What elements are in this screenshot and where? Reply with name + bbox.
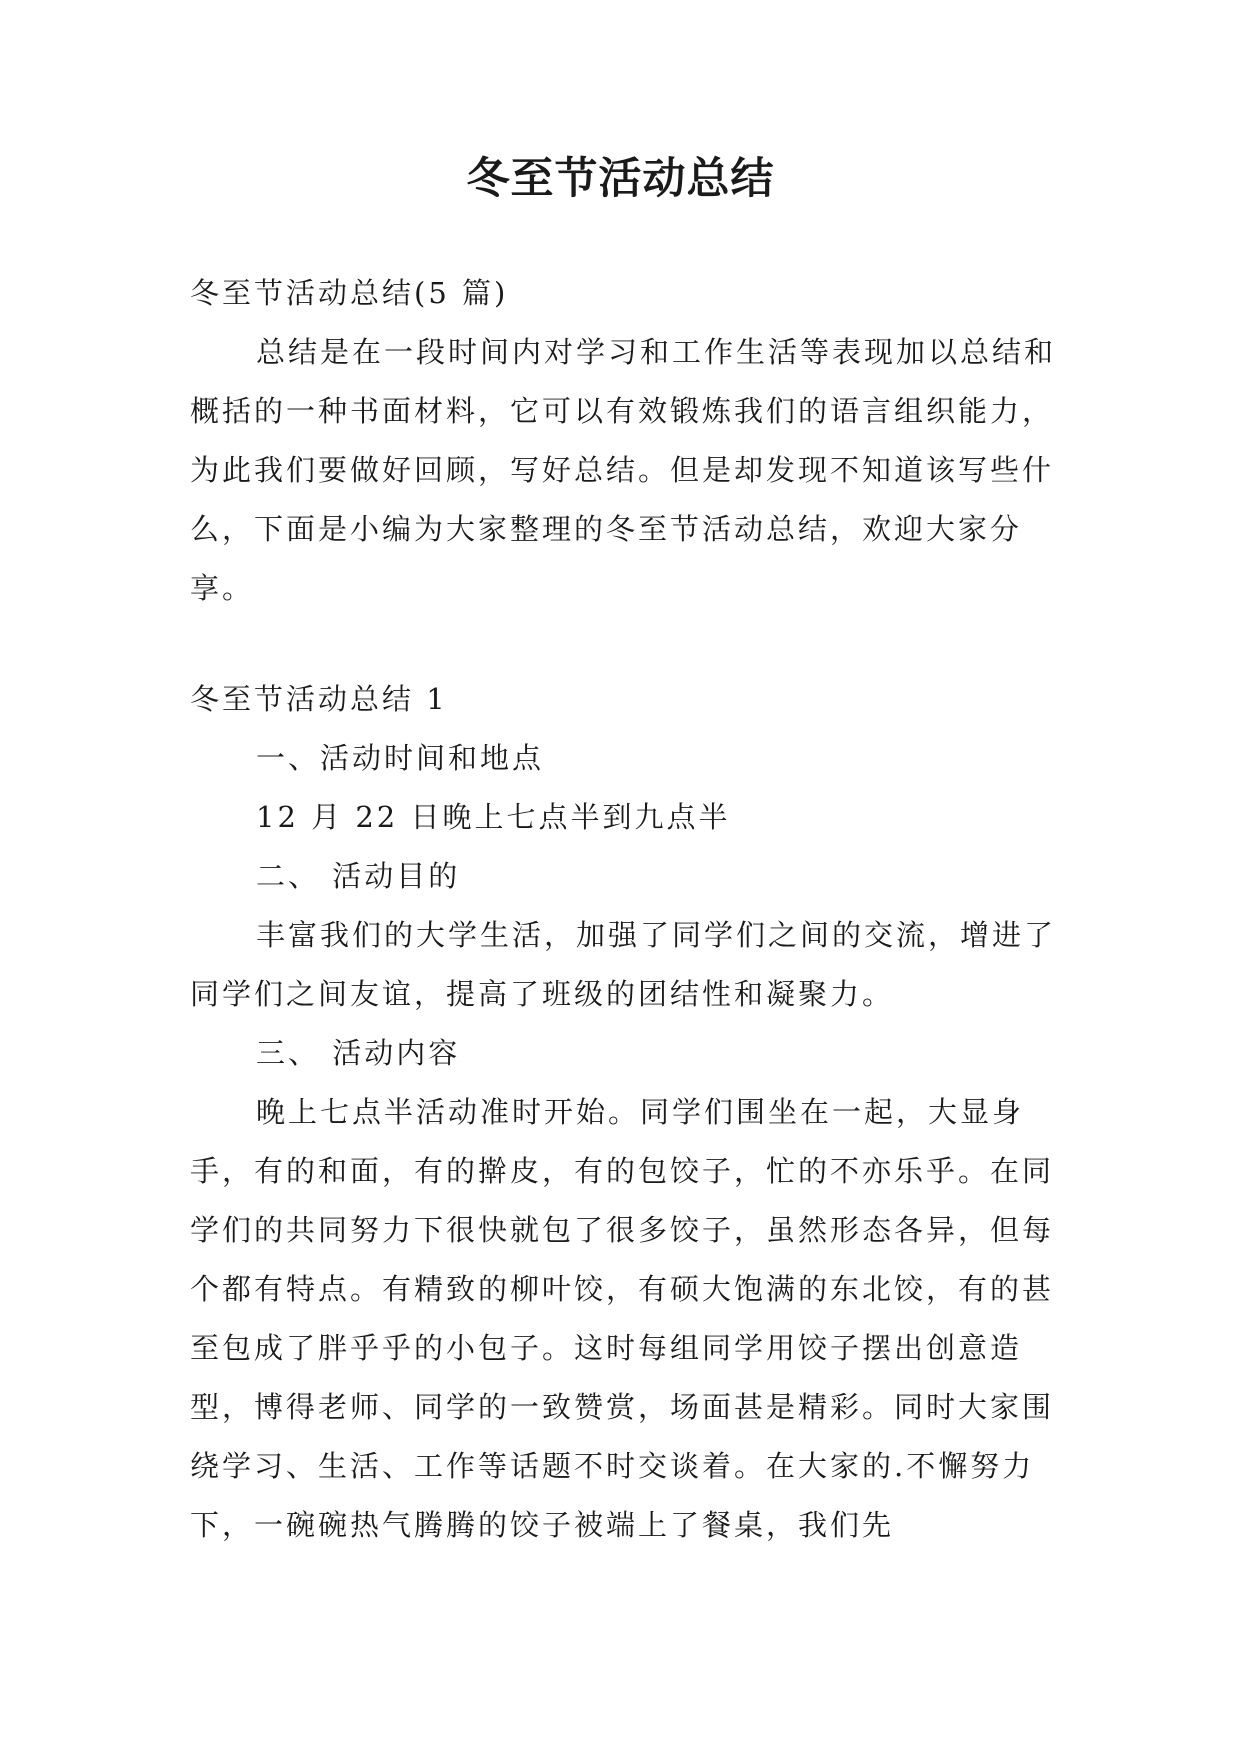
document-title: 冬至节活动总结 — [466, 154, 775, 204]
section-heading: 冬至节活动总结 1 — [190, 682, 448, 716]
item-heading-time-place: 一、活动时间和地点 — [256, 741, 545, 775]
item-text-purpose: 丰富我们的大学生活，加强了同学们之间的交流，增进了同学们之间友谊，提高了班级的团结性和凝聚力。 — [190, 918, 1057, 1011]
item-heading-purpose: 二、 活动目的 — [256, 859, 461, 893]
document-subtitle: 冬至节活动总结(5 篇) — [190, 276, 509, 310]
item-heading-content: 三、 活动内容 — [256, 1036, 461, 1070]
item-text-content: 晚上七点半活动准时开始。同学们围坐在一起，大显身手，有的和面，有的擀皮，有的包饺子，忙的不亦乐乎。在同学们的共同努力下很快就包了很多饺子，虽然形态各异，但每个都有特点。有精致的柳叶饺，有硕大饱满的东北饺，有的甚至包成了胖乎乎的小包子。这时每组同学用饺子摆出创意造型，博得老师、同学的一致赞赏，场面甚是精彩。同时大家围绕学习、生活、工作等话题不时交谈着。在大家的.不懈努力下，一碗碗热气腾腾的饺子被端上了餐桌，我们先 — [190, 1095, 1055, 1542]
item-text-time-place: 12 月 22 日晚上七点半到九点半 — [256, 800, 731, 834]
intro-paragraph: 总结是在一段时间内对学习和工作生活等表现加以总结和概括的一种书面材料，它可以有效锻炼我们的语言组织能力，为此我们要做好回顾，写好总结。但是却发现不知道该写些什么，下面是小编为大家整理的冬至节活动总结，欢迎大家分享。 — [190, 335, 1057, 605]
document-body — [190, 264, 1062, 1555]
